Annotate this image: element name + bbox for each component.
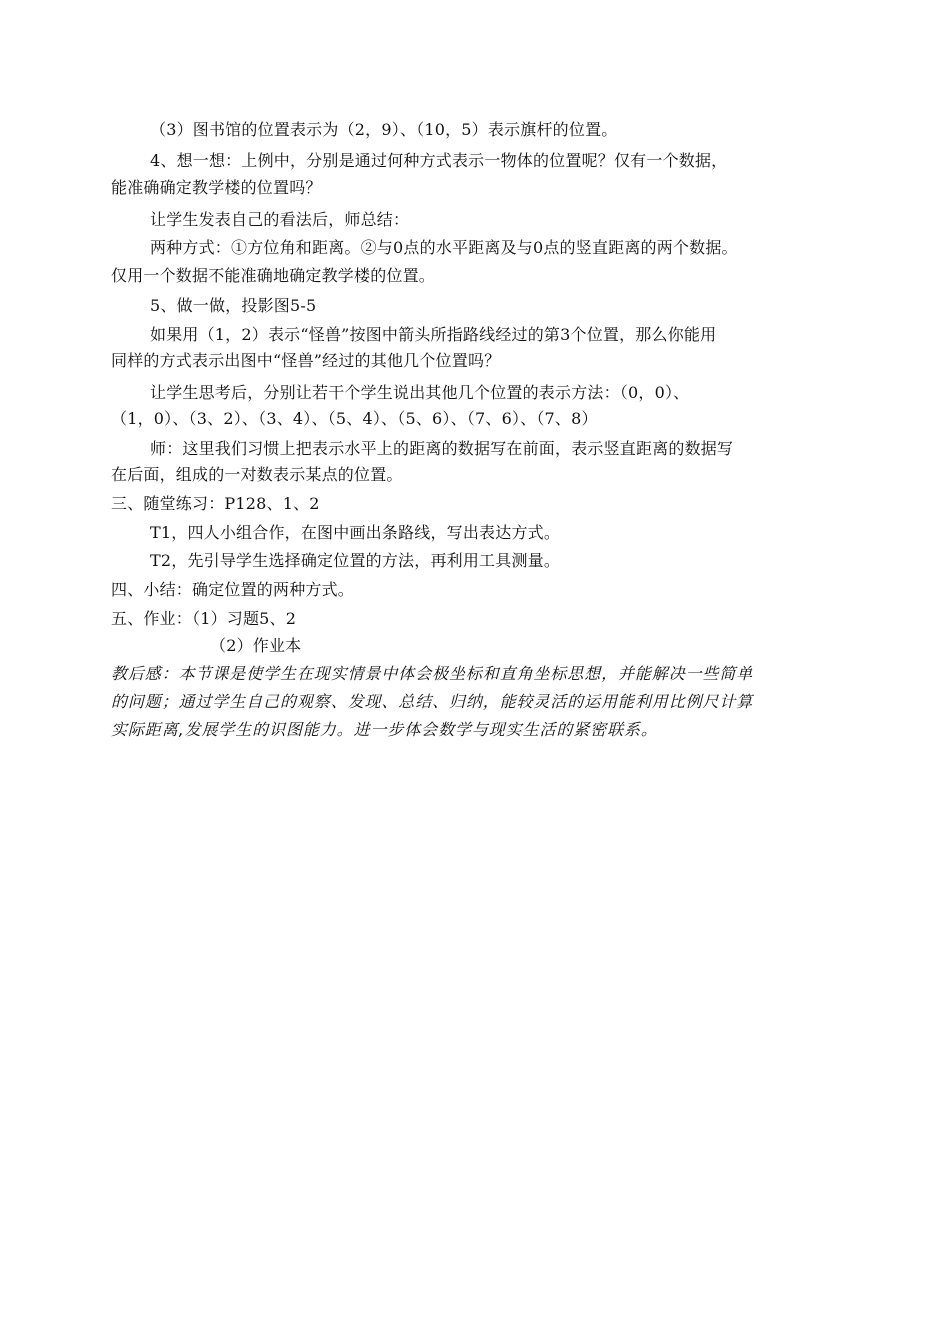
section-three-heading: 三、随堂练习：P128、1、2	[111, 494, 320, 513]
library-position-line: （3）图书馆的位置表示为（2，9）、（10，5）表示旗杆的位置。	[150, 120, 618, 139]
think-question-continuation: 能准确确定教学楼的位置吗？	[111, 178, 322, 197]
reflection-line-3: 实际距离,发展学生的识图能力。进一步体会数学与现实生活的紧密联系。	[111, 720, 658, 739]
think-question-line: 4、想一想：上例中，分别是通过何种方式表示一物体的位置呢？仅有一个数据，	[150, 151, 728, 170]
coordinates-list-line: （1，0）、（3、2）、（3、4）、（5、4）、（5、6）、（7、6）、（7、8）	[111, 409, 598, 428]
homework-item-two: （2）作业本	[210, 636, 302, 655]
practice-projection-line: 5、做一做，投影图5-5	[150, 296, 317, 315]
reflection-line-2: 的问题；通过学生自己的观察、发现、总结、归纳，能较灵活的运用能利用比例尺计算	[111, 692, 754, 711]
teacher-explanation-continuation: 在后面，组成的一对数表示某点的位置。	[111, 465, 403, 484]
teacher-explanation-line: 师：这里我们习惯上把表示水平上的距离的数据写在前面，表示竖直距离的数据写	[150, 439, 734, 458]
student-opinion-line: 让学生发表自己的看法后，师总结：	[150, 210, 410, 229]
reflection-line-1: 教后感：本节课是使学生在现实情景中体会极坐标和直角坐标思想，并能解决一些简单	[111, 664, 754, 683]
task-t1-line: T1，四人小组合作，在图中画出条路线，写出表达方式。	[150, 523, 561, 542]
monster-question-continuation: 同样的方式表示出图中“怪兽”经过的其他几个位置吗？	[111, 351, 501, 370]
task-t2-line: T2，先引导学生选择确定位置的方法，再利用工具测量。	[150, 551, 561, 570]
two-methods-line: 两种方式：①方位角和距离。②与0点的水平距离及与0点的竖直距离的两个数据。	[150, 238, 738, 257]
section-four-heading: 四、小结：确定位置的两种方式。	[111, 580, 355, 599]
two-methods-continuation: 仅用一个数据不能准确地确定教学楼的位置。	[111, 266, 436, 285]
monster-question-line: 如果用（1，2）表示“怪兽”按图中箭头所指路线经过的第3个位置，那么你能用	[150, 325, 717, 344]
student-answers-line: 让学生思考后，分别让若干个学生说出其他几个位置的表示方法：（0，0）、	[150, 383, 690, 402]
section-five-heading: 五、作业：（1）习题5、2	[111, 609, 297, 628]
